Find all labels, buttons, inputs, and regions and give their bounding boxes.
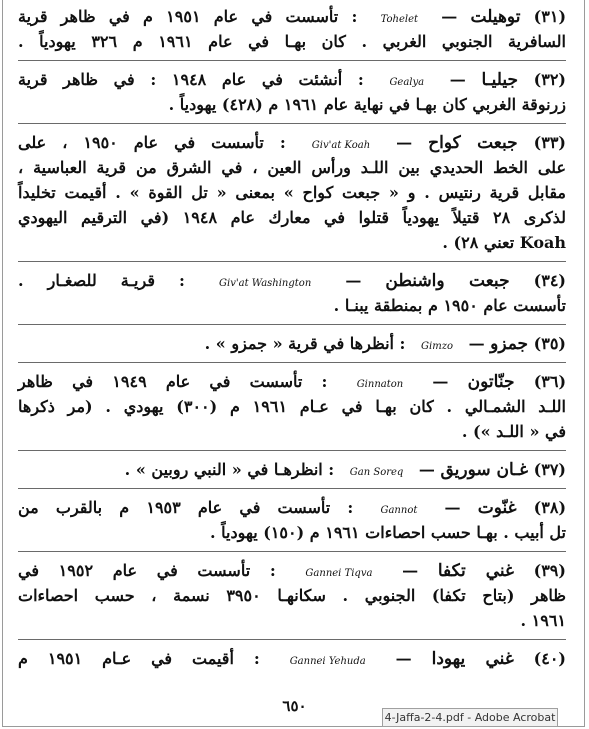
entry-name-arabic: غـان سوريق bbox=[440, 460, 529, 480]
divider bbox=[18, 551, 566, 552]
entry-name-latin: Giv'at Washington bbox=[219, 278, 312, 289]
entry-heading: (٣٨) غنّوت — Gannot : تأسست في عام ١٩٥٣ م بالقرب من bbox=[18, 495, 566, 520]
entry-name-arabic: جنّاتون bbox=[467, 372, 515, 392]
divider bbox=[18, 639, 566, 640]
entry-34 bbox=[18, 268, 566, 318]
entry-39 bbox=[18, 558, 566, 633]
entry-text: : تأسست في عام ١٩٥٣ م بالقرب من bbox=[18, 498, 354, 517]
entry-line: لذكرى ٢٨ قتيلاً يهودياً قتلوا في معارك عام ١٩٤٨ (في الترقيم اليهودي bbox=[18, 208, 567, 227]
entry-name-latin: Gan Soreq bbox=[349, 467, 404, 478]
entry-name-arabic: جمزو bbox=[490, 334, 529, 354]
divider bbox=[18, 362, 566, 363]
entry-line: على الخط الحديدي بين اللـد ورأس العين ، في الشرق من قرية العباسية ، bbox=[18, 158, 566, 177]
entry-heading: (٣٩) غني تكفا — Gannei Tiqva : تأسست في عام ١٩٥٢ في bbox=[18, 558, 566, 583]
entry-number: (٣٦) bbox=[533, 372, 567, 391]
entry-heading: (٤٠) غني يهودا — Gannei Yehuda : أقيمت في عـام ١٩٥١ م bbox=[18, 646, 566, 671]
taskbar-window-label[interactable]: 4-Jaffa-2-4.pdf - Adobe Acrobat bbox=[382, 708, 558, 727]
entry-name-latin: Tohelet bbox=[380, 14, 419, 25]
entry-38 bbox=[18, 495, 566, 545]
entry-33 bbox=[18, 130, 566, 255]
entry-line: السافرية الجنوبي الغربي . كان بهـا في عام ١٩٦١ م ٣٢٦ يهودياً . bbox=[18, 32, 566, 51]
entry-text: : تأسست في عام ١٩٤٩ في ظاهر bbox=[18, 372, 328, 391]
entry-37 bbox=[18, 457, 566, 482]
divider bbox=[18, 488, 566, 489]
entry-line: مقابل قرية رنتيس . و « جبعت كواح » بمعنى « تل القوة » . أقيمت تخليداً bbox=[18, 183, 566, 202]
entry-32 bbox=[18, 67, 566, 117]
entry-heading: (٣٦) جنّاتون — Ginnaton : تأسست في عام ١٩٤٩ في ظاهر bbox=[18, 369, 566, 394]
entry-number: (٤٠) bbox=[533, 649, 566, 668]
entry-line: ظاهر (بتاح تكفا) الجنوبي . سكانهـا ٣٩٥٠ نسمة ، حسب احصاءات bbox=[18, 586, 566, 605]
entry-number: (٣٥) bbox=[533, 334, 566, 353]
entry-text: : قريـة للصغـار . bbox=[18, 271, 185, 290]
entry-number: (٣١) bbox=[533, 7, 567, 26]
entry-text: : أنظرها في قرية « جمزو » . bbox=[204, 334, 406, 353]
divider bbox=[18, 60, 566, 61]
entry-number: (٣٩) bbox=[533, 561, 566, 580]
entry-name-arabic: غنّوت bbox=[477, 498, 517, 518]
entry-name-arabic: غني يهودا bbox=[431, 649, 514, 669]
entry-heading: (٣٣) جبعت كواح — Giv'at Koah : تأسست في عام ١٩٥٠ ، على bbox=[18, 130, 566, 155]
entry-number: (٣٣) bbox=[533, 133, 566, 152]
entry-heading: (٣٢) جيليـا — Gealya : أنشئت في عام ١٩٤٨ : في ظاهر قرية bbox=[18, 67, 566, 92]
entry-line: تأسست عام ١٩٥٠ م بمنطقة يبنـا . bbox=[333, 296, 566, 315]
entry-text: : تأسست في عام ١٩٥٢ في bbox=[18, 561, 276, 580]
divider bbox=[18, 450, 566, 451]
page-number: ٦٥٠ bbox=[282, 697, 307, 715]
entry-number: (٣٢) bbox=[533, 70, 566, 89]
entry-31 bbox=[18, 4, 566, 54]
entry-line: ١٩٦١ . bbox=[520, 611, 566, 630]
entry-line: في « اللـد ») . bbox=[461, 422, 566, 441]
divider bbox=[18, 324, 566, 325]
entry-name-latin: Ginnaton bbox=[356, 379, 404, 390]
entry-name-latin: Gannei Yehuda bbox=[289, 656, 366, 667]
divider bbox=[18, 123, 566, 124]
entry-name-latin: Gimzo bbox=[421, 341, 453, 352]
entry-name-arabic: غني تكفا bbox=[437, 561, 514, 581]
entry-heading: (٣٤) جبعت واشنطن — Giv'at Washington : قريـة للصغـار . bbox=[18, 268, 566, 293]
entry-number: (٣٨) bbox=[533, 498, 567, 517]
entry-number: (٣٧) bbox=[533, 460, 566, 479]
entry-text: : أنشئت في عام ١٩٤٨ : في ظاهر قرية bbox=[18, 70, 364, 89]
entry-heading: (٣٥) جمزو — Gimzo : أنظرها في قرية « جمزو » . bbox=[18, 331, 566, 356]
entry-name-latin: Gannei Tiqva bbox=[305, 568, 373, 579]
entry-text: : أقيمت في عـام ١٩٥١ م bbox=[18, 649, 260, 668]
entry-name-latin: Gannot bbox=[380, 505, 418, 516]
document-body bbox=[18, 4, 566, 671]
entry-line: Koah تعني ٢٨) . bbox=[442, 233, 566, 252]
entry-name-latin: Gealya bbox=[389, 77, 425, 88]
entry-name-arabic: جبعت كواح bbox=[428, 133, 518, 153]
entry-line: اللـد الشمـالي . كان بهـا في عـام ١٩٦١ م (٣٠٠) يهودي . (مر ذكرها bbox=[18, 397, 566, 416]
entry-number: (٣٤) bbox=[533, 271, 566, 290]
entry-name-arabic: جبعت واشنطن bbox=[385, 271, 510, 291]
entry-name-arabic: جيليـا bbox=[481, 70, 518, 90]
entry-heading: (٣١) توهيلت — Tohelet : تأسست في عام ١٩٥١ م في ظاهر قرية bbox=[18, 4, 566, 29]
entry-35 bbox=[18, 331, 566, 356]
entry-line: زرنوقة الغربي كان بهـا في نهاية عام ١٩٦١ م (٤٢٨) يهودياً . bbox=[168, 95, 566, 114]
entry-text: : تأسست في عام ١٩٥٠ ، على bbox=[18, 133, 286, 152]
divider bbox=[18, 261, 566, 262]
entry-heading: (٣٧) غـان سوريق — Gan Soreq : انظرهـا في « النبي روبين » . bbox=[18, 457, 566, 482]
entry-40 bbox=[18, 646, 566, 671]
entry-name-arabic: توهيلت bbox=[470, 7, 521, 27]
entry-name-latin: Giv'at Koah bbox=[311, 140, 371, 151]
entry-line: تل أبيب . بهـا حسب احصاءات ١٩٦١ م (١٥٠) يهودياً . bbox=[210, 523, 566, 542]
entry-text: : انظرهـا في « النبي روبين » . bbox=[124, 460, 335, 479]
entry-36 bbox=[18, 369, 566, 444]
entry-text: : تأسست في عام ١٩٥١ م في ظاهر قرية bbox=[18, 7, 358, 26]
